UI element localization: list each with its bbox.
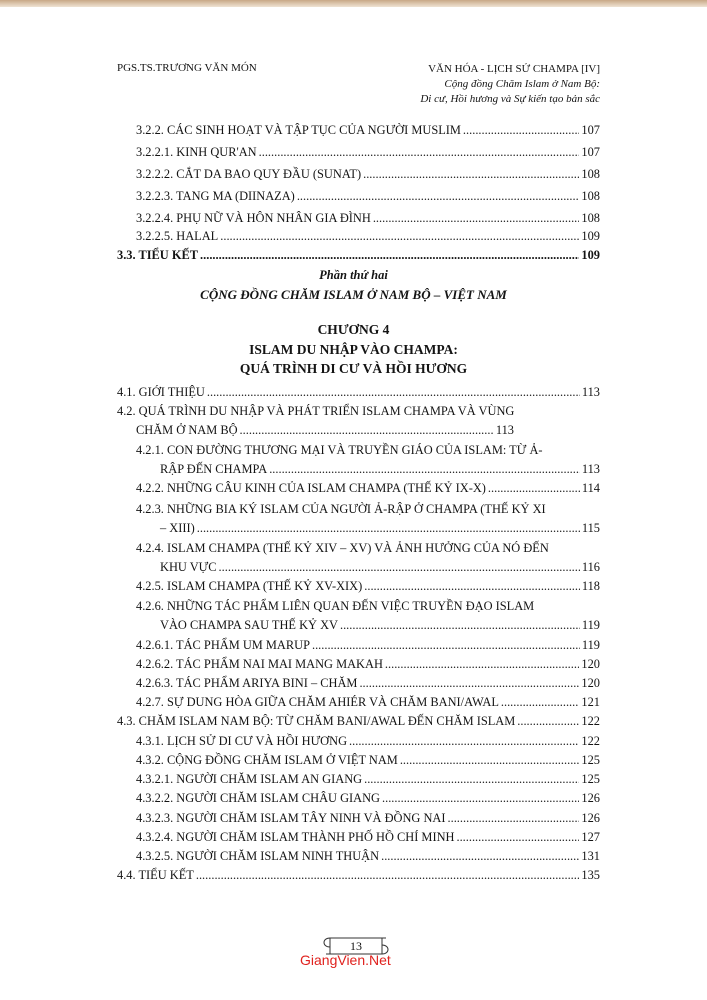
toc-leader	[488, 480, 580, 497]
toc-page: 108	[581, 211, 600, 225]
toc-entry-label: 4.4. TIỂU KẾT	[117, 868, 194, 882]
toc-page: 119	[581, 618, 600, 632]
toc-entry-label: 4.3.1. LỊCH SỬ DI CƯ VÀ HỒI HƯƠNG	[136, 734, 348, 748]
toc-entry-label: 4.2.5. ISLAM CHAMPA (THẾ KỶ XV-XIX)	[136, 579, 363, 593]
toc-entry-label: 4.2.4. ISLAM CHAMPA (THẾ KỶ XIV – XV) VÀ ẢNH HƯỞNG CỦA NÓ ĐẾN	[136, 541, 549, 555]
header-subtitle-1: Cộng đồng Chăm Islam ở Nam Bộ:	[444, 78, 600, 90]
toc-entry-label-cont: VÀO CHAMPA SAU THẾ KỶ XV	[160, 618, 338, 632]
toc-leader	[517, 713, 579, 730]
toc-entry[interactable]	[160, 520, 600, 537]
toc-entry[interactable]	[136, 578, 600, 595]
toc-leader	[197, 520, 580, 537]
toc-entry-label: 4.2.6.1. TÁC PHẨM UM MARUP	[136, 638, 310, 652]
toc-entry[interactable]	[136, 810, 600, 827]
chapter-title-line-2: QUÁ TRÌNH DI CƯ VÀ HỒI HƯƠNG	[239, 361, 468, 376]
toc-page: 131	[581, 849, 600, 863]
toc-leader	[240, 422, 494, 439]
toc-leader	[448, 810, 580, 827]
toc-entry[interactable]	[117, 867, 600, 884]
toc-leader	[364, 771, 579, 788]
toc-leader	[207, 384, 580, 401]
toc-page: 135	[581, 868, 600, 882]
toc-entry[interactable]	[136, 829, 600, 846]
toc-entry-label: 4.2.1. CON ĐƯỜNG THƯƠNG MẠI VÀ TRUYỀN GIÁO CỦA ISLAM: TỪ Ả-	[136, 443, 543, 457]
toc-entry-label: 4.2.6. NHỮNG TÁC PHẨM LIÊN QUAN ĐẾN VIỆC TRUYỀN ĐẠO ISLAM	[136, 599, 535, 613]
toc-leader	[196, 867, 580, 884]
toc-entry-label: 4.2.6.2. TÁC PHẨM NAI MAI MANG MAKAH	[136, 657, 383, 671]
toc-entry-label: 4.2. QUÁ TRÌNH DU NHẬP VÀ PHÁT TRIỂN ISLAM CHAMPA VÀ VÙNG	[117, 404, 515, 418]
toc-entry-label: 4.1. GIỚI THIỆU	[117, 385, 205, 399]
toc-entry-label-cont: RẬP ĐẾN CHAMPA	[160, 462, 268, 476]
toc-entry[interactable]	[136, 144, 600, 161]
toc-entry[interactable]	[136, 480, 600, 497]
toc-entry[interactable]	[136, 733, 600, 750]
toc-leader	[456, 829, 579, 846]
toc-entry-label: 4.3.2.4. NGƯỜI CHĂM ISLAM THÀNH PHỐ HỒ CHÍ MINH	[136, 830, 455, 844]
toc-leader	[463, 122, 579, 139]
toc-entry[interactable]	[136, 656, 600, 673]
chapter-label: CHƯƠNG 4	[317, 322, 390, 337]
toc-entry[interactable]	[136, 166, 600, 183]
toc-leader	[200, 247, 579, 264]
toc-page: 109	[581, 248, 600, 262]
header-author: PGS.TS.TRƯƠNG VĂN MÓN	[117, 62, 257, 74]
toc-leader	[359, 675, 579, 692]
toc-entry-label: 4.2.2. NHỮNG CÂU KINH CỦA ISLAM CHAMPA (THẾ KỶ IX-X)	[136, 481, 486, 495]
toc-leader	[363, 166, 579, 183]
toc-page: 113	[495, 423, 514, 437]
toc-page: 108	[581, 189, 600, 203]
toc-entry[interactable]	[136, 848, 600, 865]
toc-page: 122	[581, 734, 600, 748]
toc-entry[interactable]	[117, 384, 600, 401]
toc-leader	[373, 210, 580, 227]
toc-page: 126	[581, 811, 600, 825]
toc-entry-label: 3.2.2.2. CẮT DA BAO QUY ĐẦU (SUNAT)	[136, 167, 362, 181]
toc-entry[interactable]	[160, 617, 600, 634]
toc-entry[interactable]	[117, 247, 600, 264]
toc-page: 113	[581, 462, 600, 476]
toc-entry[interactable]	[136, 122, 600, 139]
toc-leader	[340, 617, 580, 634]
toc-entry-label: 4.3.2.5. NGƯỜI CHĂM ISLAM NINH THUẬN	[136, 849, 380, 863]
toc-page: 118	[581, 579, 600, 593]
toc-entry[interactable]	[136, 790, 600, 807]
toc-page: 115	[581, 521, 600, 535]
toc-entry-label: 4.3.2.2. NGƯỜI CHĂM ISLAM CHÂU GIANG	[136, 791, 381, 805]
toc-leader	[312, 637, 580, 654]
toc-entry[interactable]	[136, 422, 514, 439]
chapter-title-line-1: ISLAM DU NHẬP VÀO CHAMPA:	[249, 342, 458, 357]
toc-entry-label-cont: – XIII)	[160, 521, 195, 535]
toc-entry[interactable]	[136, 694, 600, 711]
toc-entry-label: 3.3. TIỂU KẾT	[117, 248, 199, 262]
toc-leader	[400, 752, 580, 769]
toc-page: 107	[581, 145, 600, 159]
toc-leader	[349, 733, 579, 750]
toc-entry[interactable]	[136, 771, 600, 788]
toc-leader	[364, 578, 580, 595]
watermark: GiangVien.Net	[300, 952, 391, 968]
toc-entry-label: 3.2.2.5. HALAL	[136, 229, 219, 243]
toc-leader	[501, 694, 580, 711]
toc-page: 122	[581, 714, 600, 728]
toc-entry-label: 4.3. CHĂM ISLAM NAM BỘ: TỪ CHĂM BANI/AWAL ĐẾN CHĂM ISLAM	[117, 714, 516, 728]
toc-entry-label: 4.3.2.3. NGƯỜI CHĂM ISLAM TÂY NINH VÀ ĐỒNG NAI	[136, 811, 446, 825]
toc-leader	[297, 188, 580, 205]
page-number: 13	[350, 939, 362, 953]
toc-entry-label: 3.2.2.4. PHỤ NỮ VÀ HÔN NHÂN GIA ĐÌNH	[136, 211, 371, 225]
toc-leader	[381, 848, 579, 865]
toc-leader	[219, 559, 580, 576]
toc-entry[interactable]	[136, 210, 600, 227]
toc-entry[interactable]	[136, 752, 600, 769]
toc-leader	[382, 790, 579, 807]
toc-leader	[385, 656, 580, 673]
toc-entry[interactable]	[136, 637, 600, 654]
toc-entry-label-cont: CHĂM Ở NAM BỘ	[136, 423, 238, 437]
toc-entry-label: 3.2.2. CÁC SINH HOẠT VÀ TẬP TỤC CỦA NGƯỜI MUSLIM	[136, 123, 461, 137]
toc-entry[interactable]	[136, 228, 600, 245]
part-label: Phần thứ hai	[319, 268, 388, 282]
toc-entry-label: 4.2.3. NHỮNG BIA KÝ ISLAM CỦA NGƯỜI Ả-RẬP Ở CHAMPA (THẾ KỶ XI	[136, 502, 546, 516]
toc-page: 125	[581, 772, 600, 786]
toc-leader	[220, 228, 579, 245]
toc-page: 120	[581, 657, 600, 671]
part-title: CỘNG ĐỒNG CHĂM ISLAM Ở NAM BỘ – VIỆT NAM	[200, 287, 507, 302]
toc-entry[interactable]	[160, 559, 600, 576]
toc-entry[interactable]	[117, 713, 600, 730]
toc-entry-label: 4.2.6.3. TÁC PHẨM ARIYA BINI – CHĂM	[136, 676, 358, 690]
toc-page: 127	[581, 830, 600, 844]
toc-entry[interactable]	[160, 461, 600, 478]
toc-page: 116	[581, 560, 600, 574]
header-book-info	[420, 62, 600, 107]
toc-page: 108	[581, 167, 600, 181]
toc-page: 119	[581, 638, 600, 652]
toc-page: 109	[581, 229, 600, 243]
toc-page: 126	[581, 791, 600, 805]
toc-page: 114	[581, 481, 600, 495]
toc-leader	[269, 461, 580, 478]
toc-entry-label-cont: KHU VỰC	[160, 560, 217, 574]
top-edge-band	[0, 0, 707, 7]
toc-entry-label: 4.3.2. CỘNG ĐỒNG CHĂM ISLAM Ở VIỆT NAM	[136, 753, 398, 767]
toc-leader	[259, 144, 580, 161]
toc-page: 121	[581, 695, 600, 709]
toc-entry[interactable]	[136, 675, 600, 692]
toc-entry-label: 3.2.2.3. TANG MA (DIINAZA)	[136, 189, 295, 203]
header-book-title: VĂN HÓA - LỊCH SỬ CHAMPA [IV]	[428, 63, 600, 75]
toc-entry-label: 4.2.7. SỰ DUNG HÒA GIỮA CHĂM AHIÉR VÀ CHĂM BANI/AWAL	[136, 695, 499, 709]
toc-entry-label: 3.2.2.1. KINH QUR'AN	[136, 145, 257, 159]
toc-entry-label: 4.3.2.1. NGƯỜI CHĂM ISLAM AN GIANG	[136, 772, 363, 786]
toc-page: 107	[581, 123, 600, 137]
toc-page: 120	[581, 676, 600, 690]
toc-entry[interactable]	[136, 188, 600, 205]
toc-page: 125	[581, 753, 600, 767]
header-subtitle-2: Di cư, Hồi hương và Sự kiến tạo bản sắc	[420, 93, 600, 105]
toc-page: 113	[581, 385, 600, 399]
